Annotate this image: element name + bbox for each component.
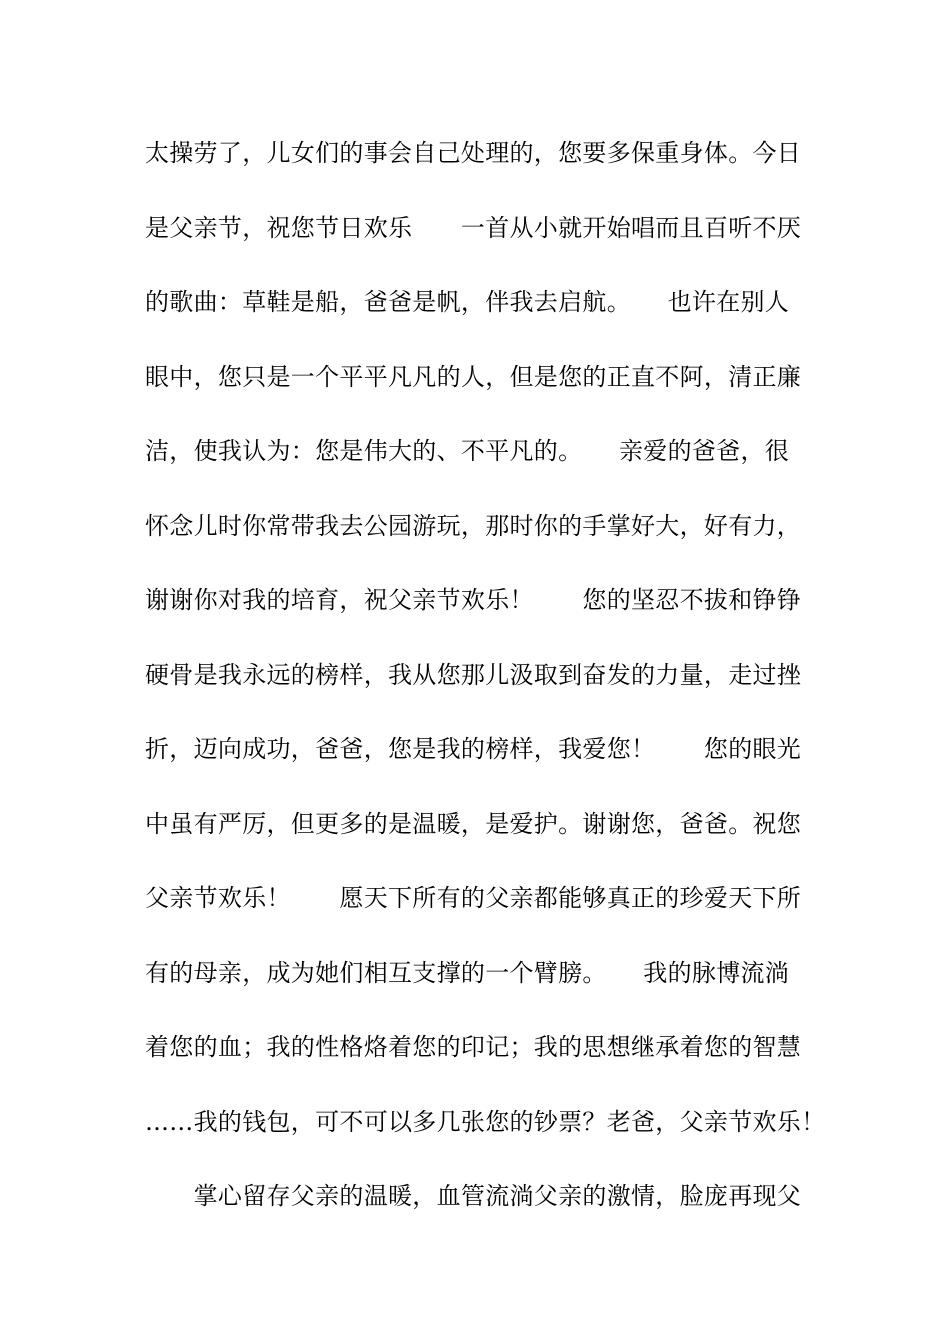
text-line: 怀念儿时你常带我去公园游玩，那时你的手掌好大，好有力， xyxy=(145,511,802,540)
text-line: 硬骨是我永远的榜样，我从您那儿汲取到奋发的力量，走过挫 xyxy=(145,660,802,689)
text-line: 着您的血；我的性格烙着您的印记；我的思想继承着您的智慧 xyxy=(145,1033,802,1061)
text-line: 中虽有严厉，但更多的是温暖，是爱护。谢谢您，爸爸。祝您 xyxy=(145,809,802,838)
text-line: 的歌曲：草鞋是船，爸爸是帆，伴我去启航。 也许在别人 xyxy=(145,288,790,316)
text-line: 洁，使我认为：您是伟大的、不平凡的。 亲爱的爸爸，很 xyxy=(145,437,790,465)
text-line: 谢谢你对我的培育，祝父亲节欢乐！ 您的坚忍不拔和铮铮 xyxy=(145,586,802,614)
text-line: 父亲节欢乐！ 愿天下所有的父亲都能够真正的珍爱天下所 xyxy=(145,884,802,912)
text-line: 太操劳了，儿女们的事会自己处理的，您要多保重身体。今日 xyxy=(145,139,802,167)
body-text xyxy=(145,130,835,1248)
text-line: ……我的钱包，可不可以多几张您的钞票？老爸，父亲节欢乐！ xyxy=(145,1107,826,1136)
text-line: 折，迈向成功，爸爸，您是我的榜样，我爱您！ 您的眼光 xyxy=(145,735,802,763)
text-line: 有的母亲，成为她们相互支撑的一个臂膀。 我的脉博流淌 xyxy=(145,958,790,987)
text-line: 掌心留存父亲的温暖，血管流淌父亲的激情，脸庞再现父 xyxy=(145,1182,802,1210)
text-line: 是父亲节，祝您节日欢乐 一首从小就开始唱而且百听不厌 xyxy=(145,213,802,242)
text-line: 眼中，您只是一个平平凡凡的人，但是您的正直不阿，清正廉 xyxy=(145,362,802,391)
